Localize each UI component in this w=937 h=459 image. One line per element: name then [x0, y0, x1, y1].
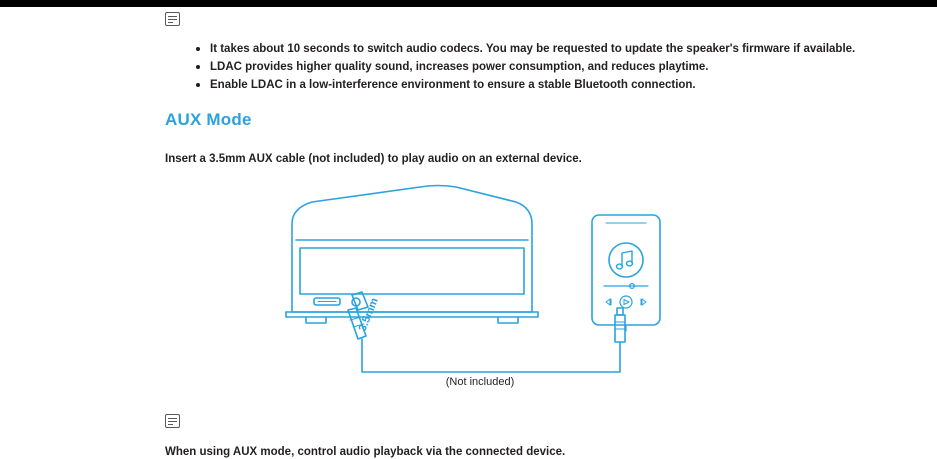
note-bullet-list	[196, 40, 896, 94]
note-icon	[165, 12, 180, 26]
note-icon	[165, 414, 180, 428]
svg-text:3.5mm: 3.5mm	[356, 296, 381, 334]
list-item: Enable LDAC in a low-interference environment to ensure a stable Bluetooth connection.	[196, 76, 896, 94]
page-title: AUX Mode	[165, 110, 252, 129]
list-item: It takes about 10 seconds to switch audio codecs. You may be requested to update the speaker's firmware if available.	[196, 40, 896, 58]
intro-paragraph: Insert a 3.5mm AUX cable (not included) to play audio on an external device.	[165, 153, 582, 165]
aux-connection-diagram	[270, 182, 690, 397]
figure-caption: (Not included)	[445, 376, 515, 388]
document-page	[0, 7, 937, 459]
footer-paragraph: When using AUX mode, control audio playback via the connected device.	[165, 446, 566, 458]
list-item: LDAC provides higher quality sound, increases power consumption, and reduces playtime.	[196, 58, 896, 76]
top-black-bar	[0, 0, 937, 7]
